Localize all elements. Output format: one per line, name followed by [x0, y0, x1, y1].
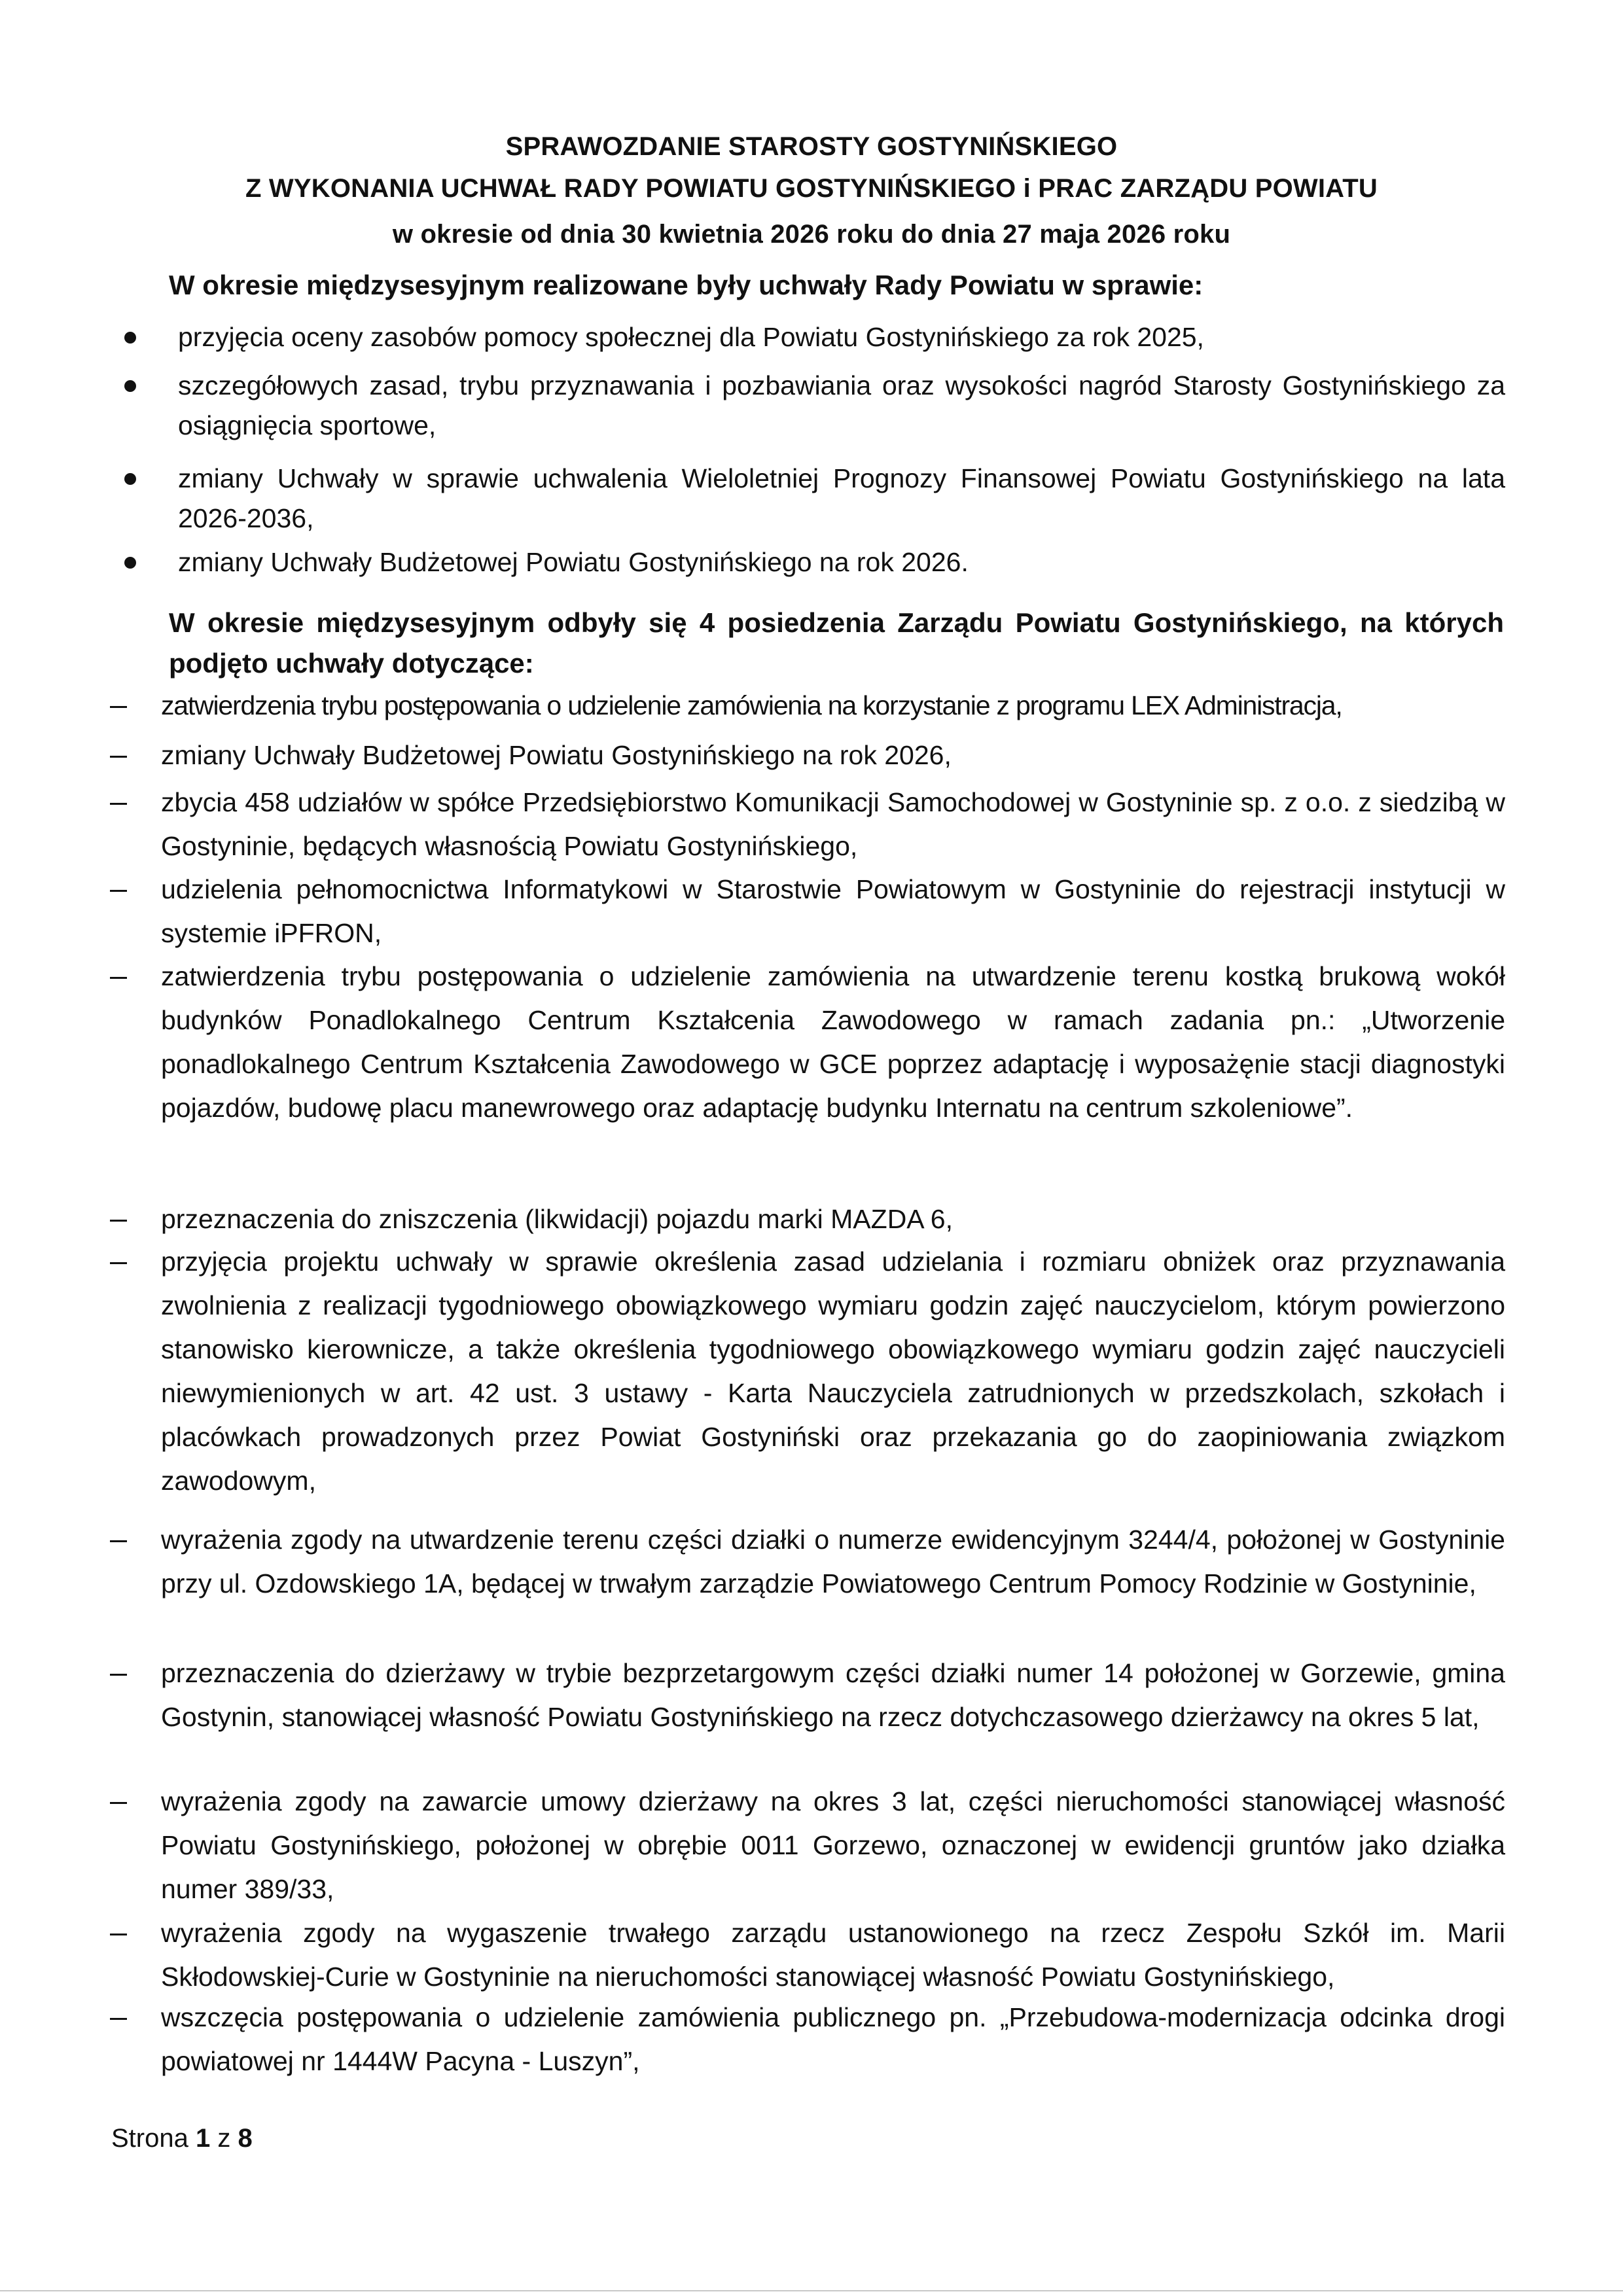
dash-icon — [110, 756, 127, 758]
dash-icon — [110, 890, 127, 892]
list-item: przeznaczenia do zniszczenia (likwidacji) pojazdu marki MAZDA 6, — [98, 1197, 1505, 1241]
dash-icon — [110, 1674, 127, 1676]
list-item: zmiany Uchwały Budżetowej Powiatu Gostynińskiego na rok 2026. — [124, 542, 1505, 582]
list-item: zatwierdzenia trybu postępowania o udzielenie zamówienia na utwardzenie terenu kostką brukową wokół budynków Ponadlokalnego Centrum Kształcenia Zawodowego w ramach zadania pn.: „Utworzenie ponadlokalnego Centrum Kształcenia Zawodowego w GCE poprzez adaptację i wyposażęnie stacji diagnostyki pojazdów, budowę placu manewrowego oraz adaptację budynku Internatu na centrum szkoleniowe”. — [98, 955, 1505, 1130]
dash-icon — [110, 1802, 127, 1804]
list-item: zbycia 458 udziałów w spółce Przedsiębiorstwo Komunikacji Samochodowej w Gostyninie sp. z o.o. z siedzibą w Gostyninie, będących własnością Powiatu Gostynińskiego, — [98, 781, 1505, 868]
scan-edge-line — [0, 2290, 1623, 2291]
dash-icon — [110, 2018, 127, 2020]
list-item: udzielenia pełnomocnictwa Informatykowi w Starostwie Powiatowym w Gostyninie do rejestracji instytucji w systemie iPFRON, — [98, 868, 1505, 955]
page-number: Strona 1 z 8 — [111, 2124, 253, 2153]
bullet-icon — [124, 380, 136, 392]
list-item: zmiany Uchwały Budżetowej Powiatu Gostynińskiego na rok 2026, — [98, 733, 1505, 777]
bullet-icon — [124, 332, 136, 344]
list-item: przyjęcia oceny zasobów pomocy społecznej dla Powiatu Gostynińskiego za rok 2025, — [124, 317, 1505, 357]
bullet-icon — [124, 557, 136, 569]
dash-icon — [110, 706, 127, 708]
report-subtitle: Z WYKONANIA UCHWAŁ RADY POWIATU GOSTYNIŃSKIEGO i PRAC ZARZĄDU POWIATU — [245, 174, 1378, 203]
dash-icon — [110, 1934, 127, 1935]
dash-icon — [110, 1220, 127, 1222]
dash-icon — [110, 1540, 127, 1542]
list-item: zmiany Uchwały w sprawie uchwalenia Wieloletniej Prognozy Finansowej Powiatu Gostynińskiego na lata 2026-2036, — [124, 459, 1505, 539]
list-item: wyrażenia zgody na zawarcie umowy dzierżawy na okres 3 lat, części nieruchomości stanowiącej własność Powiatu Gostynińskiego, położonej w obrębie 0011 Gorzewo, oznaczonej w ewidencji gruntów jako działka numer 389/33, — [98, 1780, 1505, 1911]
report-title: SPRAWOZDANIE STAROSTY GOSTYNIŃSKIEGO — [505, 132, 1118, 161]
list-item: wyrażenia zgody na utwardzenie terenu części działki o numerze ewidencyjnym 3244/4, położonej w Gostyninie przy ul. Ozdowskiego 1A, będącej w trwałym zarządzie Powiatowego Centrum Pomocy Rodzinie w Gostyninie, — [98, 1518, 1505, 1606]
board-resolutions-heading: W okresie międzysesyjnym odbyły się 4 posiedzenia Zarządu Powiatu Gostynińskiego, na których podjęto uchwały dotyczące: — [169, 607, 1504, 679]
list-item: wyrażenia zgody na wygaszenie trwałego zarządu ustanowionego na rzecz Zespołu Szkół im. Marii Skłodowskiej-Curie w Gostyninie na nieruchomości stanowiącej własność Powiatu Gostynińskiego, — [98, 1911, 1505, 1999]
bullet-icon — [124, 473, 136, 485]
list-item: wszczęcia postępowania o udzielenie zamówienia publicznego pn. „Przebudowa-modernizacja odcinka drogi powiatowej nr 1444W Pacyna - Luszyn”, — [98, 1996, 1505, 2083]
list-item: zatwierdzenia trybu postępowania o udzielenie zamówienia na korzystanie z programu LEX Administracja, — [98, 684, 1505, 728]
dash-icon — [110, 977, 127, 979]
list-item: przyjęcia projektu uchwały w sprawie określenia zasad udzielania i rozmiaru obniżek oraz przyznawania zwolnienia z realizacji tygodniowego obowiązkowego wymiaru godzin zajęć nauczycielom, którym powierzono stanowisko kierownicze, a także określenia tygodniowego obowiązkowego wymiaru godzin zajęć nauczycieli niewymienionych w art. 42 ust. 3 ustawy - Karta Nauczyciela zatrudnionych w przedszkolach, szkołach i placówkach prowadzonych przez Powiat Gostyniński oraz przekazania go do zaopiniowania związkom zawodowym, — [98, 1240, 1505, 1503]
council-resolutions-heading: W okresie międzysesyjnym realizowane były uchwały Rady Powiatu w sprawie: — [169, 270, 1204, 300]
dash-icon — [110, 803, 127, 805]
dash-icon — [110, 1262, 127, 1264]
list-item: przeznaczenia do dzierżawy w trybie bezprzetargowym części działki numer 14 położonej w Gorzewie, gmina Gostynin, stanowiącej własność Powiatu Gostynińskiego na rzecz dotychczasowego dzierżawcy na okres 5 lat, — [98, 1651, 1505, 1739]
list-item: szczegółowych zasad, trybu przyznawania i pozbawiania oraz wysokości nagród Starosty Gostynińskiego za osiągnięcia sportowe, — [124, 366, 1505, 446]
report-period: w okresie od dnia 30 kwietnia 2026 roku do dnia 27 maja 2026 roku — [392, 220, 1231, 249]
